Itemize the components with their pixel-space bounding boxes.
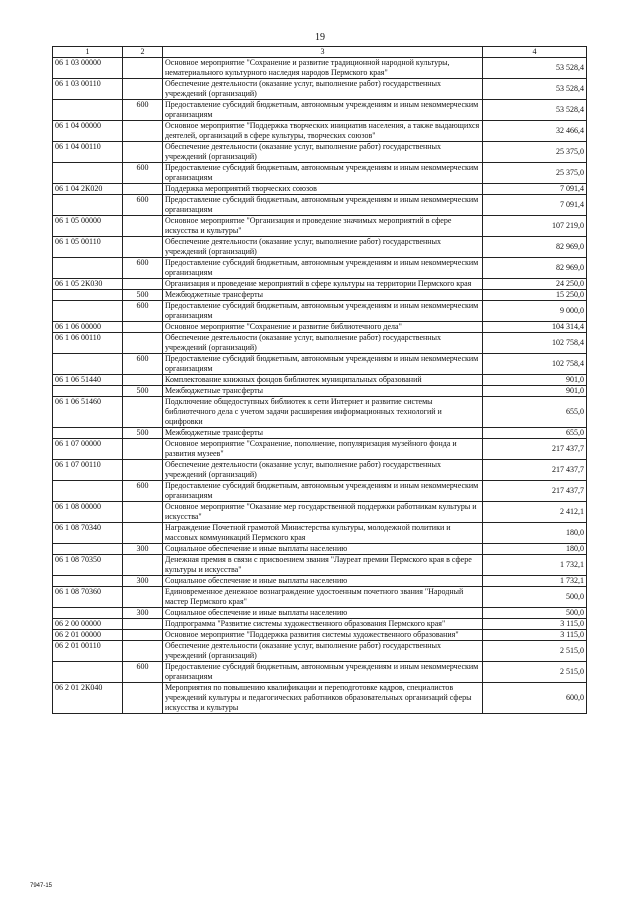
row-code-cell — [53, 354, 123, 375]
row-code-cell — [53, 290, 123, 301]
row-name-cell: Основное мероприятие "Оказание мер государственной поддержки работникам культуры и искусства" — [163, 502, 483, 523]
row-code-cell — [53, 258, 123, 279]
row-amount-cell: 104 314,4 — [483, 322, 587, 333]
row-kvr-cell: 600 — [123, 301, 163, 322]
footer-code: 7947-15 — [30, 883, 53, 889]
row-code-cell — [53, 428, 123, 439]
row-amount-cell: 25 375,0 — [483, 142, 587, 163]
row-amount-cell: 15 250,0 — [483, 290, 587, 301]
row-name-cell: Поддержка мероприятий творческих союзов — [163, 184, 483, 195]
row-kvr-cell — [123, 502, 163, 523]
row-name-cell: Мероприятия по повышению квалификации и переподготовке кадров, специалистов учреждений культуры и педагогических работников образовательных организаций сферы искусства и культуры — [163, 683, 483, 714]
column-header-name: 3 — [163, 47, 483, 58]
row-amount-cell: 655,0 — [483, 397, 587, 428]
row-kvr-cell — [123, 619, 163, 630]
row-name-cell: Социальное обеспечение и иные выплаты населению — [163, 576, 483, 587]
table-row — [53, 608, 587, 619]
row-code-cell — [53, 100, 123, 121]
row-name-cell: Социальное обеспечение и иные выплаты населению — [163, 544, 483, 555]
row-kvr-cell — [123, 587, 163, 608]
row-kvr-cell — [123, 333, 163, 354]
row-kvr-cell: 600 — [123, 163, 163, 184]
row-kvr-cell: 600 — [123, 354, 163, 375]
row-amount-cell: 82 969,0 — [483, 258, 587, 279]
row-name-cell: Основное мероприятие "Поддержка творческих инициатив населения, а также выдающихся деятелей, организаций в сфере культуры, творческих союзов" — [163, 121, 483, 142]
row-kvr-cell — [123, 397, 163, 428]
table-row — [53, 100, 587, 121]
row-kvr-cell: 500 — [123, 290, 163, 301]
table-row — [53, 555, 587, 576]
row-name-cell: Межбюджетные трансферты — [163, 428, 483, 439]
row-code-cell: 06 1 06 00000 — [53, 322, 123, 333]
row-code-cell: 06 2 01 00000 — [53, 630, 123, 641]
row-code-cell: 06 1 04 00000 — [53, 121, 123, 142]
table-row — [53, 279, 587, 290]
row-amount-cell: 655,0 — [483, 428, 587, 439]
row-amount-cell: 1 732,1 — [483, 576, 587, 587]
row-name-cell: Основное мероприятие "Поддержка развития системы художественного образования" — [163, 630, 483, 641]
row-amount-cell: 102 758,4 — [483, 333, 587, 354]
row-kvr-cell: 500 — [123, 428, 163, 439]
row-code-cell: 06 1 03 00110 — [53, 79, 123, 100]
row-kvr-cell — [123, 58, 163, 79]
table-row — [53, 439, 587, 460]
table-row — [53, 386, 587, 397]
row-name-cell: Обеспечение деятельности (оказание услуг, выполнение работ) государственных учреждений (организаций) — [163, 237, 483, 258]
row-code-cell: 06 2 01 2К040 — [53, 683, 123, 714]
row-code-cell: 06 1 08 70360 — [53, 587, 123, 608]
row-kvr-cell — [123, 121, 163, 142]
row-amount-cell: 600,0 — [483, 683, 587, 714]
row-kvr-cell — [123, 460, 163, 481]
table-row — [53, 216, 587, 237]
row-kvr-cell — [123, 630, 163, 641]
row-code-cell: 06 1 08 70350 — [53, 555, 123, 576]
table-row — [53, 630, 587, 641]
row-code-cell: 06 2 00 00000 — [53, 619, 123, 630]
row-code-cell — [53, 576, 123, 587]
row-amount-cell: 180,0 — [483, 544, 587, 555]
row-code-cell — [53, 386, 123, 397]
row-amount-cell: 102 758,4 — [483, 354, 587, 375]
row-code-cell — [53, 163, 123, 184]
row-amount-cell: 180,0 — [483, 523, 587, 544]
row-name-cell: Предоставление субсидий бюджетным, автономным учреждениям и иным некоммерческим организациям — [163, 163, 483, 184]
row-name-cell: Организация и проведение мероприятий в сфере культуры на территории Пермского края — [163, 279, 483, 290]
row-kvr-cell — [123, 237, 163, 258]
row-kvr-cell: 500 — [123, 386, 163, 397]
table-row — [53, 587, 587, 608]
table-row — [53, 58, 587, 79]
row-amount-cell: 53 528,4 — [483, 58, 587, 79]
row-code-cell: 06 1 05 00000 — [53, 216, 123, 237]
row-kvr-cell — [123, 279, 163, 290]
row-code-cell — [53, 608, 123, 619]
row-name-cell: Основное мероприятие "Сохранение, пополнение, популяризация музейного фонда и развития музеев" — [163, 439, 483, 460]
row-kvr-cell — [123, 184, 163, 195]
row-name-cell: Предоставление субсидий бюджетным, автономным учреждениям и иным некоммерческим организациям — [163, 662, 483, 683]
row-name-cell: Предоставление субсидий бюджетным, автономным учреждениям и иным некоммерческим организациям — [163, 258, 483, 279]
row-name-cell: Обеспечение деятельности (оказание услуг, выполнение работ) государственных учреждений (организаций) — [163, 641, 483, 662]
row-kvr-cell — [123, 375, 163, 386]
row-kvr-cell — [123, 641, 163, 662]
row-name-cell: Предоставление субсидий бюджетным, автономным учреждениям и иным некоммерческим организациям — [163, 195, 483, 216]
row-amount-cell: 53 528,4 — [483, 100, 587, 121]
row-amount-cell: 500,0 — [483, 587, 587, 608]
row-amount-cell: 2 515,0 — [483, 641, 587, 662]
table-header-row — [53, 47, 587, 58]
row-code-cell: 06 1 06 51440 — [53, 375, 123, 386]
table-row — [53, 641, 587, 662]
row-code-cell — [53, 481, 123, 502]
row-amount-cell: 901,0 — [483, 375, 587, 386]
table-row — [53, 237, 587, 258]
row-name-cell: Основное мероприятие "Организация и проведение значимых мероприятий в сфере искусства и культуры" — [163, 216, 483, 237]
row-name-cell: Основное мероприятие "Сохранение и развитие традиционной народной культуры, нематериального культурного наследия народов Пермского края" — [163, 58, 483, 79]
row-amount-cell: 2 515,0 — [483, 662, 587, 683]
row-amount-cell: 217 437,7 — [483, 460, 587, 481]
table-row — [53, 163, 587, 184]
row-amount-cell: 82 969,0 — [483, 237, 587, 258]
table-row — [53, 375, 587, 386]
row-kvr-cell: 300 — [123, 576, 163, 587]
row-kvr-cell: 600 — [123, 481, 163, 502]
table-row — [53, 619, 587, 630]
row-kvr-cell — [123, 79, 163, 100]
row-name-cell: Подключение общедоступных библиотек к сети Интернет и развитие системы библиотечного дела с учетом задачи расширения информационных технологий и оцифровки — [163, 397, 483, 428]
row-name-cell: Обеспечение деятельности (оказание услуг, выполнение работ) государственных учреждений (организаций) — [163, 333, 483, 354]
row-kvr-cell: 600 — [123, 100, 163, 121]
row-name-cell: Награждение Почетной грамотой Министерства культуры, молодежной политики и массовых коммуникаций Пермского края — [163, 523, 483, 544]
row-amount-cell: 901,0 — [483, 386, 587, 397]
row-code-cell — [53, 544, 123, 555]
column-header-code: 1 — [53, 47, 123, 58]
row-amount-cell: 25 375,0 — [483, 163, 587, 184]
table-row — [53, 428, 587, 439]
table-row — [53, 460, 587, 481]
row-amount-cell: 500,0 — [483, 608, 587, 619]
table-row — [53, 523, 587, 544]
row-kvr-cell: 600 — [123, 195, 163, 216]
column-header-kvr: 2 — [123, 47, 163, 58]
row-name-cell: Основное мероприятие "Сохранение и развитие библиотечного дела" — [163, 322, 483, 333]
row-amount-cell: 9 000,0 — [483, 301, 587, 322]
row-kvr-cell — [123, 142, 163, 163]
row-name-cell: Денежная премия в связи с присвоением звания "Лауреат премии Пермского края в сфере культуры и искусства" — [163, 555, 483, 576]
table-row — [53, 184, 587, 195]
row-name-cell: Межбюджетные трансферты — [163, 290, 483, 301]
row-kvr-cell — [123, 322, 163, 333]
table-row — [53, 333, 587, 354]
row-amount-cell: 32 466,4 — [483, 121, 587, 142]
row-kvr-cell — [123, 683, 163, 714]
table-row — [53, 683, 587, 714]
row-kvr-cell — [123, 555, 163, 576]
row-amount-cell: 217 437,7 — [483, 481, 587, 502]
row-amount-cell: 24 250,0 — [483, 279, 587, 290]
row-code-cell: 06 1 07 00110 — [53, 460, 123, 481]
table-row — [53, 258, 587, 279]
table-row — [53, 121, 587, 142]
row-amount-cell: 3 115,0 — [483, 619, 587, 630]
table-row — [53, 662, 587, 683]
table-row — [53, 397, 587, 428]
table-body — [53, 58, 587, 714]
row-kvr-cell: 600 — [123, 662, 163, 683]
row-code-cell: 06 1 04 2К020 — [53, 184, 123, 195]
table-row — [53, 322, 587, 333]
row-code-cell: 06 1 05 00110 — [53, 237, 123, 258]
row-code-cell — [53, 301, 123, 322]
table-row — [53, 79, 587, 100]
row-amount-cell: 7 091,4 — [483, 184, 587, 195]
table-row — [53, 301, 587, 322]
column-header-amount: 4 — [483, 47, 587, 58]
row-amount-cell: 1 732,1 — [483, 555, 587, 576]
row-name-cell: Предоставление субсидий бюджетным, автономным учреждениям и иным некоммерческим организациям — [163, 100, 483, 121]
budget-table — [52, 46, 587, 714]
row-code-cell: 06 1 05 2К030 — [53, 279, 123, 290]
table-row — [53, 290, 587, 301]
row-name-cell: Предоставление субсидий бюджетным, автономным учреждениям и иным некоммерческим организациям — [163, 481, 483, 502]
row-name-cell: Подпрограмма "Развитие системы художественного образования Пермского края" — [163, 619, 483, 630]
row-kvr-cell: 300 — [123, 608, 163, 619]
row-code-cell: 06 1 07 00000 — [53, 439, 123, 460]
table-row — [53, 502, 587, 523]
row-code-cell: 06 2 01 00110 — [53, 641, 123, 662]
table-row — [53, 142, 587, 163]
row-code-cell: 06 1 06 51460 — [53, 397, 123, 428]
row-name-cell: Единовременное денежное вознаграждение удостоенным почетного звания "Народный мастер Пермского края" — [163, 587, 483, 608]
table-row — [53, 195, 587, 216]
row-kvr-cell: 600 — [123, 258, 163, 279]
row-amount-cell: 3 115,0 — [483, 630, 587, 641]
row-name-cell: Обеспечение деятельности (оказание услуг, выполнение работ) государственных учреждений (организаций) — [163, 79, 483, 100]
row-name-cell: Обеспечение деятельности (оказание услуг, выполнение работ) государственных учреждений (организаций) — [163, 460, 483, 481]
row-code-cell: 06 1 08 00000 — [53, 502, 123, 523]
table-row — [53, 544, 587, 555]
row-name-cell: Комплектование книжных фондов библиотек муниципальных образований — [163, 375, 483, 386]
row-kvr-cell — [123, 439, 163, 460]
row-kvr-cell: 300 — [123, 544, 163, 555]
row-code-cell — [53, 662, 123, 683]
row-name-cell: Предоставление субсидий бюджетным, автономным учреждениям и иным некоммерческим организациям — [163, 301, 483, 322]
row-amount-cell: 107 219,0 — [483, 216, 587, 237]
table-row — [53, 481, 587, 502]
row-name-cell: Социальное обеспечение и иные выплаты населению — [163, 608, 483, 619]
row-kvr-cell — [123, 216, 163, 237]
table-row — [53, 354, 587, 375]
table-row — [53, 576, 587, 587]
row-kvr-cell — [123, 523, 163, 544]
row-name-cell: Межбюджетные трансферты — [163, 386, 483, 397]
row-name-cell: Обеспечение деятельности (оказание услуг, выполнение работ) государственных учреждений (организаций) — [163, 142, 483, 163]
row-amount-cell: 217 437,7 — [483, 439, 587, 460]
row-amount-cell: 7 091,4 — [483, 195, 587, 216]
row-code-cell — [53, 195, 123, 216]
row-amount-cell: 2 412,1 — [483, 502, 587, 523]
row-amount-cell: 53 528,4 — [483, 79, 587, 100]
row-code-cell: 06 1 08 70340 — [53, 523, 123, 544]
row-code-cell: 06 1 06 00110 — [53, 333, 123, 354]
row-name-cell: Предоставление субсидий бюджетным, автономным учреждениям и иным некоммерческим организациям — [163, 354, 483, 375]
page-number: 19 — [315, 32, 325, 43]
row-code-cell: 06 1 04 00110 — [53, 142, 123, 163]
row-code-cell: 06 1 03 00000 — [53, 58, 123, 79]
